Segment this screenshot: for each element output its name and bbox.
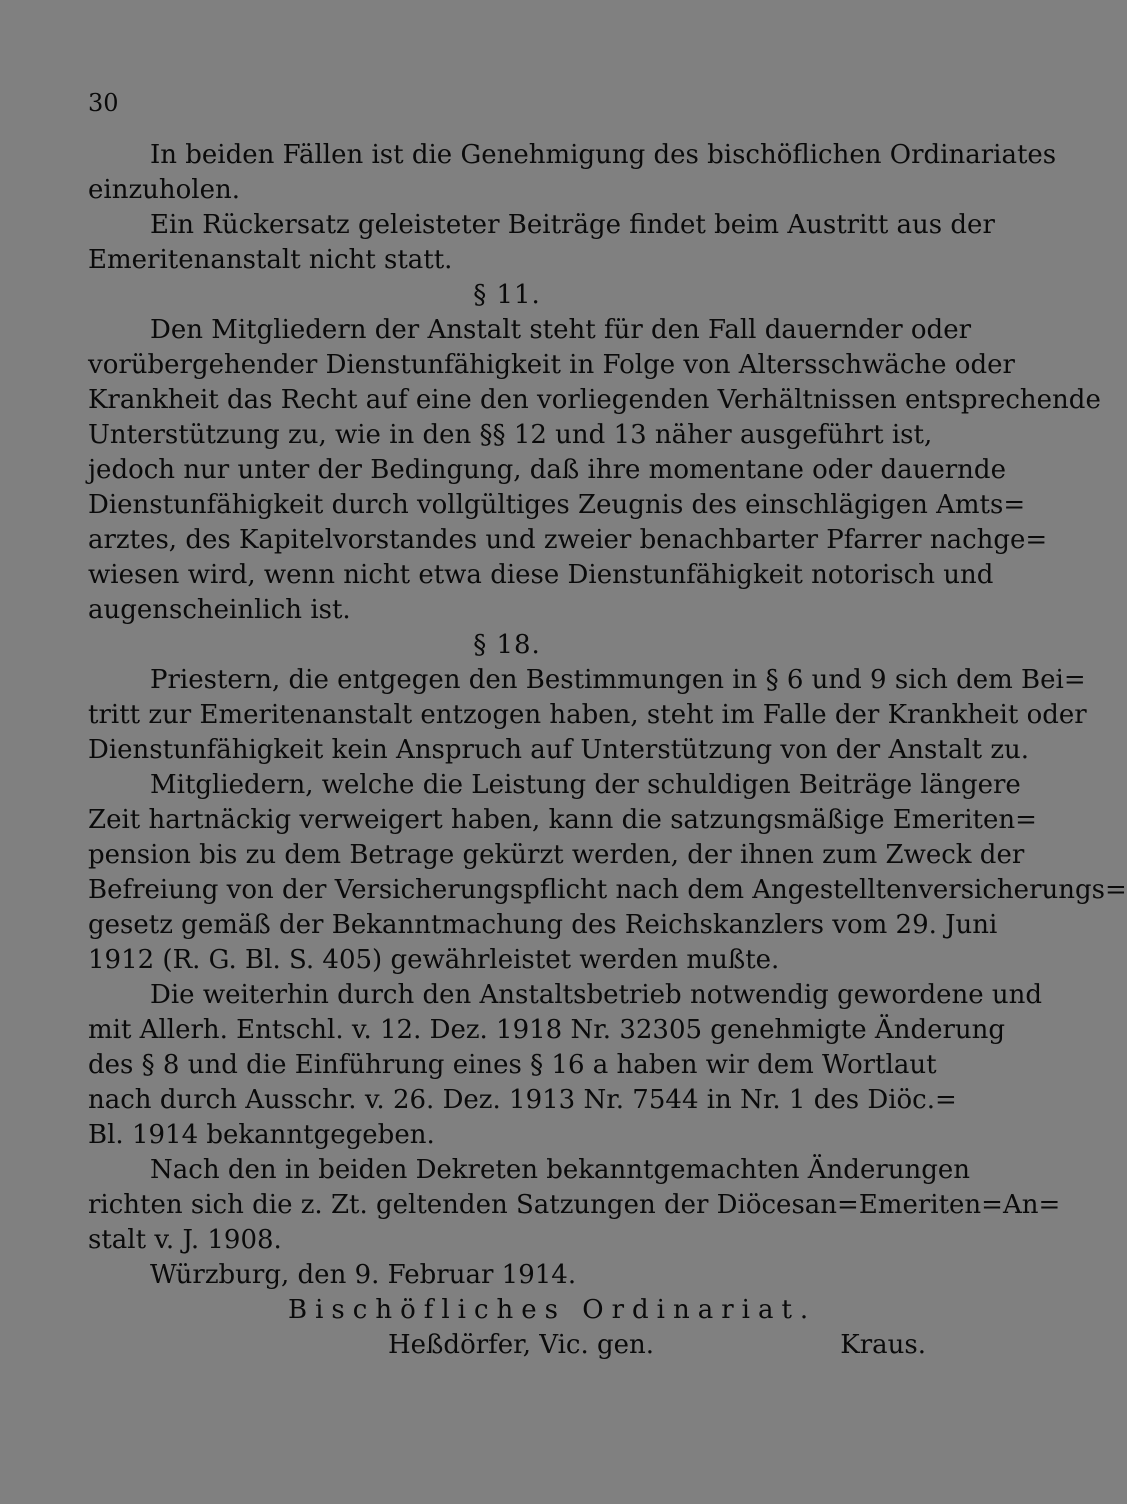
issuing-office: Bischöfliches Ordinariat. bbox=[288, 1295, 817, 1325]
text-line: Ein Rückersatz geleisteter Beiträge findet beim Austritt aus der bbox=[150, 210, 995, 240]
text-line: Bl. 1914 bekanntgegeben. bbox=[88, 1120, 435, 1150]
section-heading: § 18. bbox=[473, 630, 541, 660]
section-heading: § 11. bbox=[473, 280, 541, 310]
date-line: Würzburg, den 9. Februar 1914. bbox=[150, 1260, 577, 1290]
text-line: stalt v. J. 1908. bbox=[88, 1225, 282, 1255]
text-line: gesetz gemäß der Bekanntmachung des Reichskanzlers vom 29. Juni bbox=[88, 910, 998, 940]
text-line: arztes, des Kapitelvorstandes und zweier benachbarter Pfarrer nachge= bbox=[88, 525, 1048, 555]
text-line: mit Allerh. Entschl. v. 12. Dez. 1918 Nr. 32305 genehmigte Änderung bbox=[88, 1015, 1006, 1045]
signature-left: Heßdörfer, Vic. gen. bbox=[388, 1330, 655, 1360]
text-line: Krankheit das Recht auf eine den vorliegenden Verhältnissen entsprechende bbox=[88, 385, 1101, 415]
text-line: Priestern, die entgegen den Bestimmungen in § 6 und 9 sich dem Bei= bbox=[150, 665, 1086, 695]
text-line: Die weiterhin durch den Anstaltsbetrieb notwendig gewordene und bbox=[150, 980, 1042, 1010]
text-line: des § 8 und die Einführung eines § 16 a haben wir dem Wortlaut bbox=[88, 1050, 937, 1080]
text-line: tritt zur Emeritenanstalt entzogen haben, steht im Falle der Krankheit oder bbox=[88, 700, 1087, 730]
signature-line bbox=[88, 1328, 926, 1363]
text-line: 1912 (R. G. Bl. S. 405) gewährleistet werden mußte. bbox=[88, 945, 780, 975]
text-line: Unterstützung zu, wie in den §§ 12 und 13 näher ausgeführt ist, bbox=[88, 420, 933, 450]
text-line: Emeritenanstalt nicht statt. bbox=[88, 245, 453, 275]
text-line: Nach den in beiden Dekreten bekanntgemachten Änderungen bbox=[150, 1155, 971, 1185]
text-line: augenscheinlich ist. bbox=[88, 595, 351, 625]
text-line: Dienstunfähigkeit kein Anspruch auf Unterstützung von der Anstalt zu. bbox=[88, 735, 1030, 765]
text-line: jedoch nur unter der Bedingung, daß ihre momentane oder dauernde bbox=[88, 455, 1006, 485]
text-line: Den Mitgliedern der Anstalt steht für den Fall dauernder oder bbox=[150, 315, 972, 345]
text-line: In beiden Fällen ist die Genehmigung des bischöflichen Ordinariates bbox=[150, 140, 1057, 170]
text-line: einzuholen. bbox=[88, 175, 241, 205]
page-number: 30 bbox=[88, 89, 119, 117]
text-line: pension bis zu dem Betrage gekürzt werden, der ihnen zum Zweck der bbox=[88, 840, 1025, 870]
signature-right: Kraus. bbox=[840, 1330, 926, 1360]
text-line: richten sich die z. Zt. geltenden Satzungen der Diöcesan=Emeriten=An= bbox=[88, 1190, 1061, 1220]
text-line: Dienstunfähigkeit durch vollgültiges Zeugnis des einschlägigen Amts= bbox=[88, 490, 1026, 520]
text-line: nach durch Ausschr. v. 26. Dez. 1913 Nr. 7544 in Nr. 1 des Diöc.= bbox=[88, 1085, 957, 1115]
document-body bbox=[88, 138, 1127, 1363]
text-line: Zeit hartnäckig verweigert haben, kann die satzungsmäßige Emeriten= bbox=[88, 805, 1037, 835]
text-line: wiesen wird, wenn nicht etwa diese Dienstunfähigkeit notorisch und bbox=[88, 560, 994, 590]
text-line: vorübergehender Dienstunfähigkeit in Folge von Altersschwäche oder bbox=[88, 350, 1015, 380]
text-line: Befreiung von der Versicherungspflicht nach dem Angestelltenversicherungs= bbox=[88, 875, 1127, 905]
text-line: Mitgliedern, welche die Leistung der schuldigen Beiträge längere bbox=[150, 770, 1021, 800]
